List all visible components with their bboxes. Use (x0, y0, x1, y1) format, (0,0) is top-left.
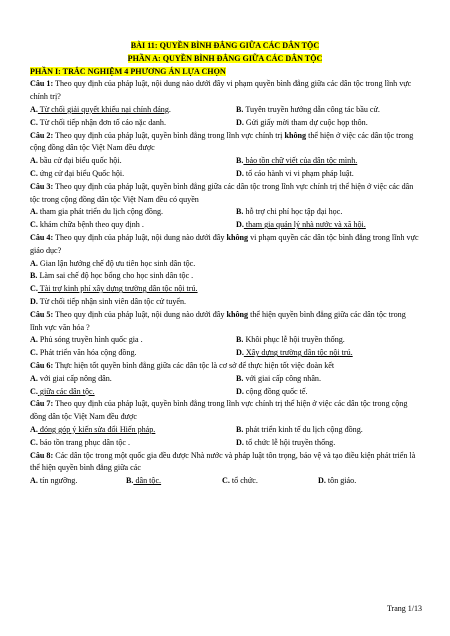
question-5: Câu 5: Theo quy định của pháp luật, nội dung nào dưới đây không thể hiện quyền bình đẳng giữa các dân tộc trong lĩnh vực văn hóa ? A. Phủ sóng truyền hình quốc gia . B. Khôi phục lễ hội truyền thống. C. Phát triển văn hóa cộng đồng. D. Xây dựng trường dân tộc nội trú. (30, 309, 420, 360)
option-c: C. Từ chối tiếp nhận đơn tố cáo nặc danh. (30, 117, 166, 127)
option-d: D. cộng đồng quốc tế. (236, 386, 308, 396)
option-d: D. tổ chức lễ hội truyền thống. (236, 437, 336, 447)
question-7: Câu 7: Theo quy định của pháp luật, quyền bình đẳng trong lĩnh vực chính trị thể hiện ở việc các dân tộc trong cộng đồng dân tộc Việt Nam đều được A. đóng góp ý kiến sửa đổi Hiến pháp. B. phát triển kinh tế du lịch cộng đồng. C. bảo tồn trang phục dân tộc . D. tổ chức lễ hội truyền thống. (30, 398, 420, 449)
option-a: A. bầu cử đại biểu quốc hội. (30, 156, 122, 166)
document-content (30, 40, 420, 488)
option-d: D. tố cáo hành vi vi phạm pháp luật. (236, 168, 354, 178)
option-b: B. phát triển kinh tế du lịch cộng đồng. (236, 424, 363, 434)
option-a: A. Phủ sóng truyền hình quốc gia . (30, 335, 143, 345)
option-c: C. tổ chức. (222, 476, 258, 486)
option-b: B. hỗ trợ chi phí học tập đại học. (236, 207, 343, 217)
option-b: B. bảo tồn chữ viết của dân tộc mình. (236, 156, 358, 166)
question-3: Câu 3: Theo quy định của pháp luật, quyền bình đẳng giữa các dân tộc trong lĩnh vực chính trị thể hiện ở việc các dân tộc trong cộng đồng dân tộc Việt Nam đều có quyền A. tham gia phát triển du lịch cộng đồng. B. hỗ trợ chi phí học tập đại học. C. khám chữa bệnh theo quy định . D. tham gia quản lý nhà nước và xã hội. (30, 181, 420, 232)
option-a: A. Gian lận hưởng chế độ ưu tiên học sinh dân tộc. (30, 258, 196, 268)
option-b: B. Khôi phục lễ hội truyền thống. (236, 335, 345, 345)
option-d: D. Xây dựng trường dân tộc nội trú. (236, 348, 353, 358)
question-1: Câu 1: Theo quy định của pháp luật, nội dung nào dưới đây vi phạm quyền bình đẳng giữa các dân tộc trong lĩnh vực chính trị? A. Từ chối giải quyết khiếu nại chính đáng. B. Tuyên truyền hướng dẫn công tác bầu cử. C. Từ chối tiếp nhận đơn tố cáo nặc danh. D. Gửi giấy mời tham dự cuộc họp thôn. (30, 78, 420, 129)
question-4: Câu 4: Theo quy định của pháp luật, nội dung nào dưới đây không vi phạm quyền các dân tộc bình đẳng trong lĩnh vực giáo dục? A. Gian lận hưởng chế độ ưu tiên học sinh dân tộc. B. Làm sai chế độ học bổng cho học sinh dân tộc . C. Tài trợ kinh phí xây dựng trường dân tộc nội trú. D. Từ chối tiếp nhận sinh viên dân tộc cử tuyển. (30, 232, 420, 309)
option-b: B. dân tộc. (126, 476, 162, 486)
page-number: Trang 1/13 (386, 604, 422, 613)
option-c: C. Phát triển văn hóa cộng đồng. (30, 348, 137, 358)
option-d: D. tôn giáo. (318, 476, 357, 486)
option-d: D. Gửi giấy mời tham dự cuộc họp thôn. (236, 117, 368, 127)
section-heading: PHẦN I: TRẮC NGHIỆM 4 PHƯƠNG ÁN LỰA CHỌN (30, 66, 226, 76)
option-c: C. ứng cử đại biểu Quốc hội. (30, 168, 125, 178)
option-c: C. khám chữa bệnh theo quy định . (30, 220, 144, 230)
option-a: A. Từ chối giải quyết khiếu nại chính đáng. (30, 104, 171, 114)
question-8: Câu 8: Các dân tộc trong một quốc gia đều được Nhà nước và pháp luật tôn trọng, bảo vệ và tạo điều kiện phát triển là thể hiện quyền bình đẳng giữa các A. tín ngưỡng. B. dân tộc. C. tổ chức. D. tôn giáo. (30, 450, 420, 488)
option-a: A. tín ngưỡng. (30, 476, 78, 486)
option-b: B. với giai cấp công nhân. (236, 373, 321, 383)
option-d: D. Từ chối tiếp nhận sinh viên dân tộc cử tuyển. (30, 296, 187, 306)
option-c: C. Tài trợ kinh phí xây dựng trường dân tộc nội trú. (30, 284, 198, 294)
option-d: D. tham gia quản lý nhà nước và xã hội. (236, 220, 366, 230)
option-c: C. bảo tồn trang phục dân tộc . (30, 437, 131, 447)
option-a: A. đóng góp ý kiến sửa đổi Hiến pháp. (30, 424, 156, 434)
option-c: C. giữa các dân tộc. (30, 386, 95, 396)
question-6: Câu 6: Thực hiện tốt quyền bình đẳng giữa các dân tộc là cơ sở để thực hiện tốt việc đoàn kết A. với giai cấp nông dân. B. với giai cấp công nhân. C. giữa các dân tộc. D. cộng đồng quốc tế. (30, 360, 420, 398)
lesson-title: BÀI 11: QUYỀN BÌNH ĐẲNG GIỮA CÁC DÂN TỘC (130, 41, 320, 50)
part-title: PHẦN A: QUYỀN BÌNH ĐẲNG GIỮA CÁC DÂN TỘC (127, 53, 323, 63)
option-b: B. Làm sai chế độ học bổng cho học sinh dân tộc . (30, 271, 194, 281)
option-a: A. với giai cấp nông dân. (30, 373, 112, 383)
question-2: Câu 2: Theo quy định của pháp luật, quyền bình đẳng trong lĩnh vực chính trị không thể hiện ở việc các dân tộc trong cộng đồng dân tộc Việt Nam đều được A. bầu cử đại biểu quốc hội. B. bảo tồn chữ viết của dân tộc mình. C. ứng cử đại biểu Quốc hội. D. tố cáo hành vi vi phạm pháp luật. (30, 130, 420, 181)
option-b: B. Tuyên truyền hướng dẫn công tác bầu cử. (236, 104, 380, 114)
option-a: A. tham gia phát triển du lịch cộng đồng. (30, 207, 164, 217)
